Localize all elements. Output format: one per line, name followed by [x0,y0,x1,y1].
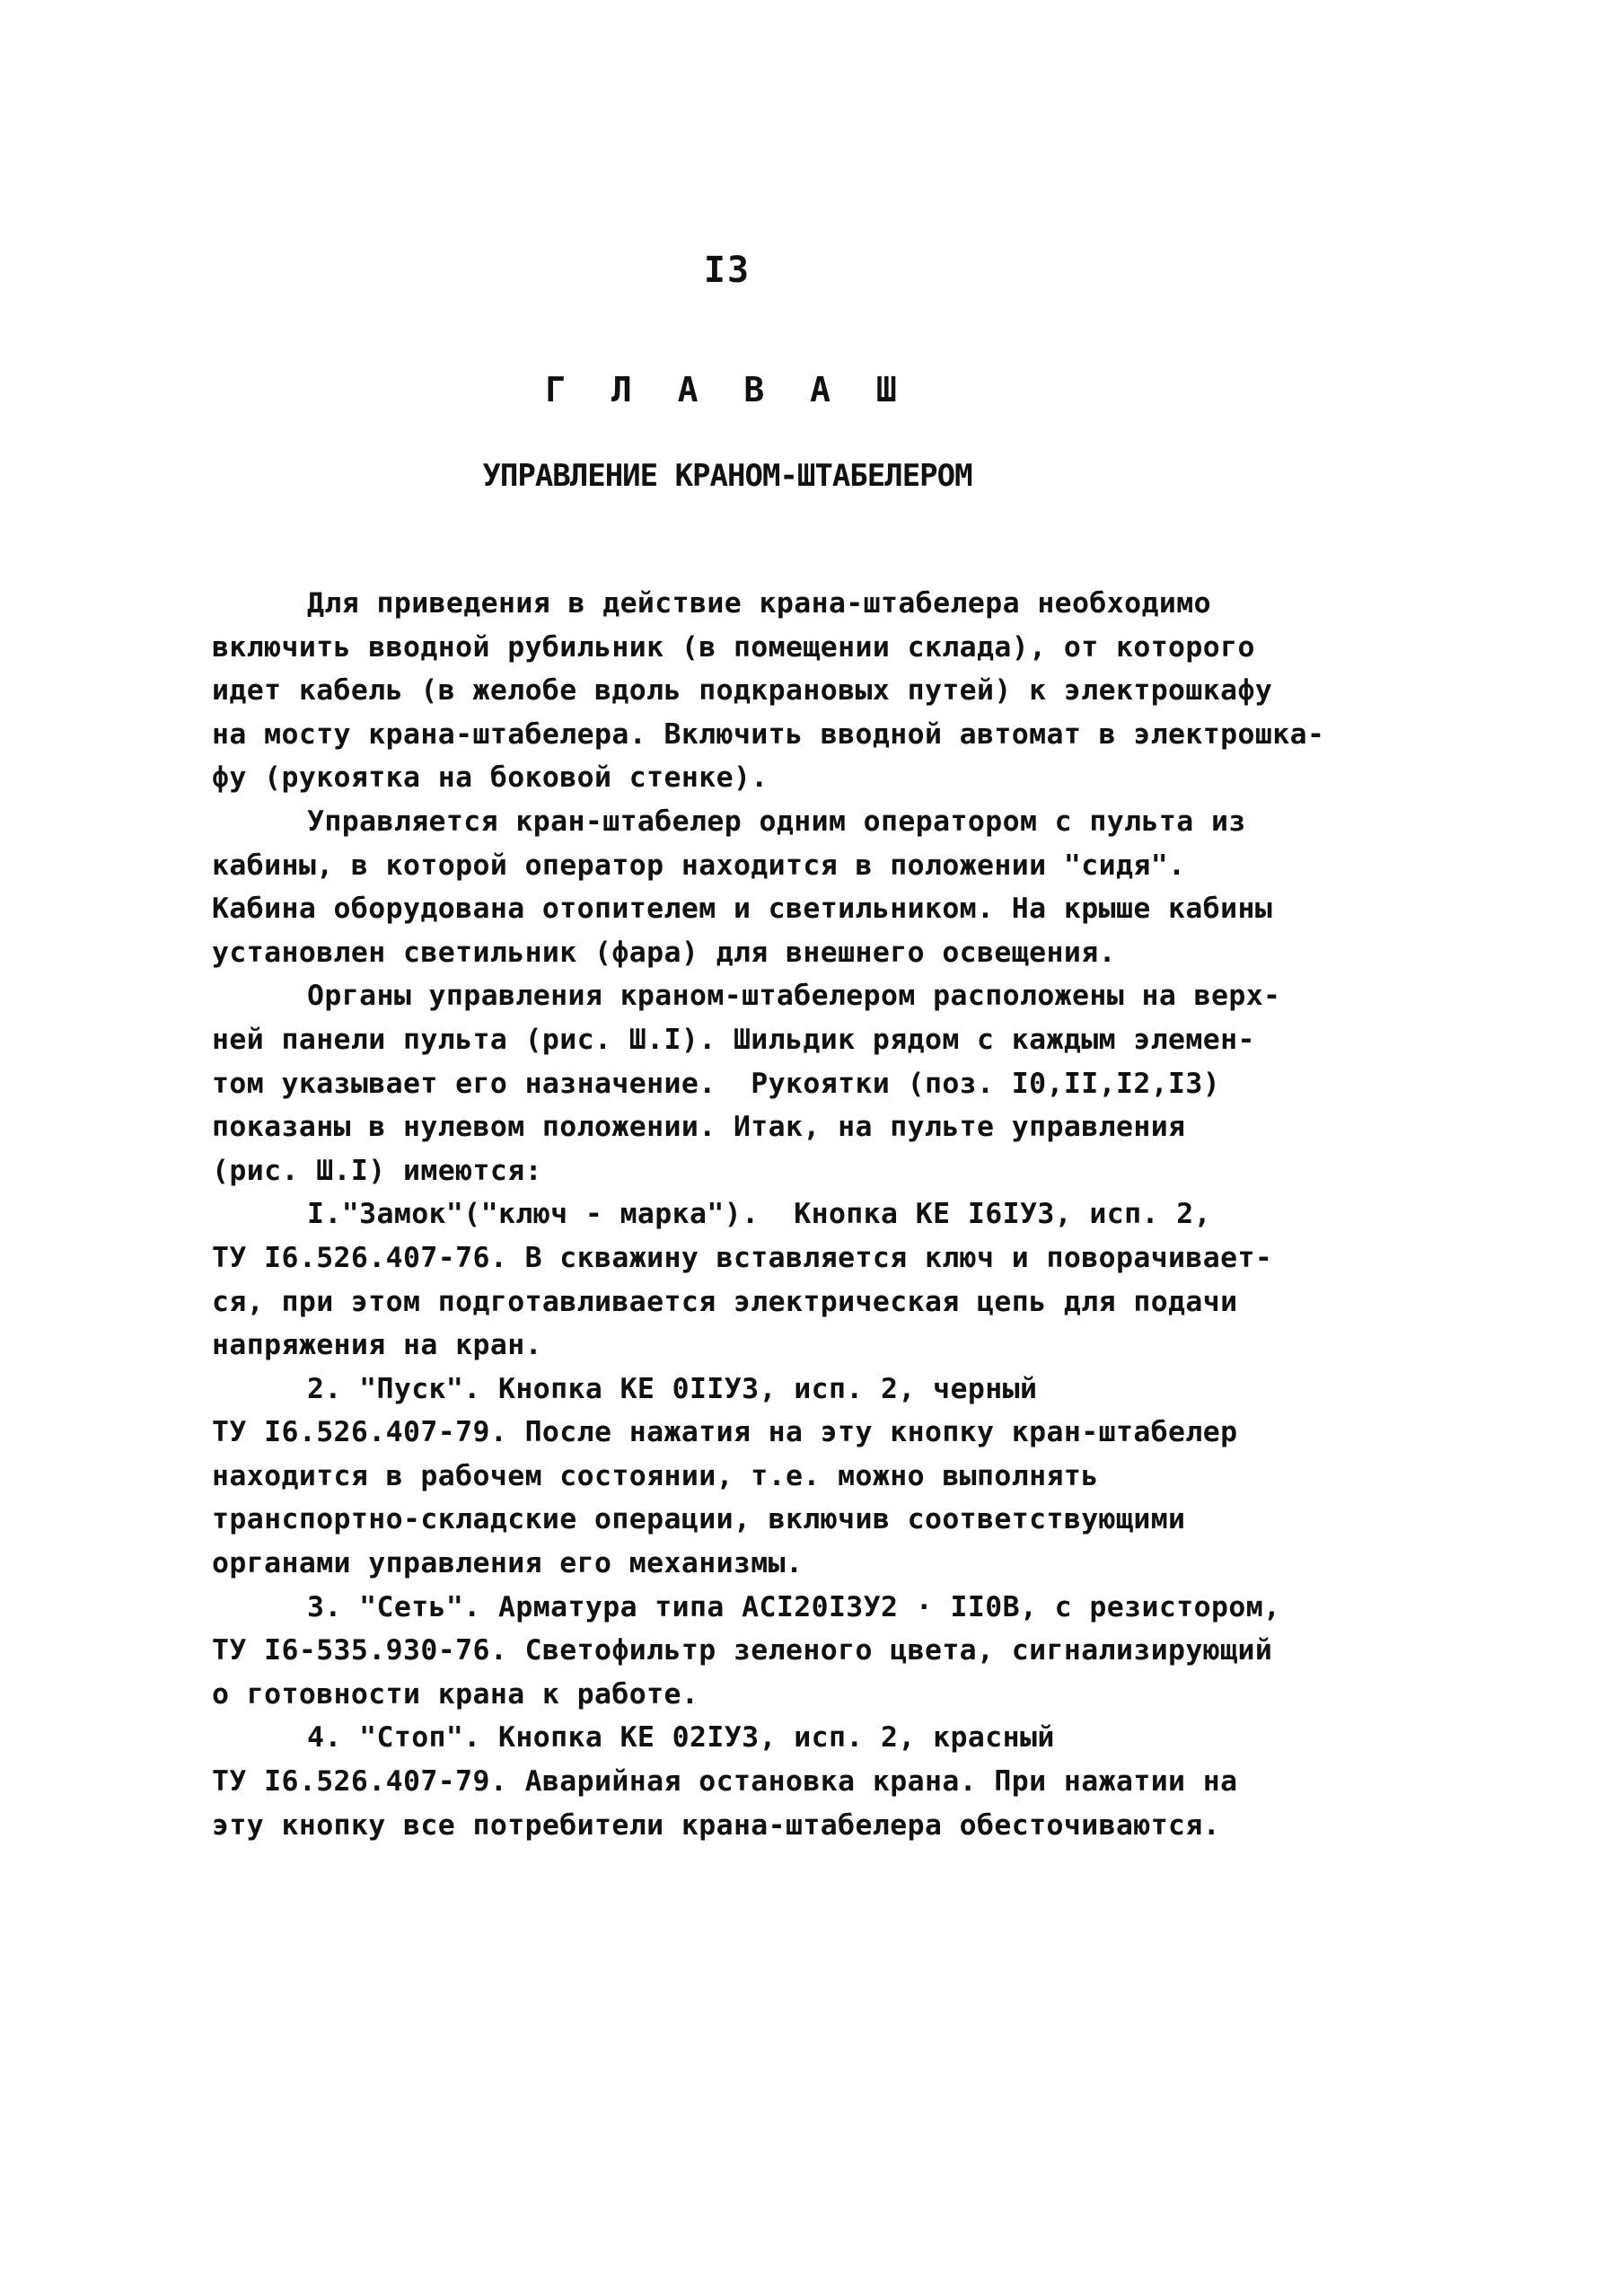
text-line: напряжения на кран. [212,1329,542,1362]
text-line: ней панели пульта (рис. Ш.I). Шильдик рядом с каждым элемен- [212,1023,1255,1056]
body-text [212,582,1397,1847]
text-line: установлен светильник (фара) для внешнего освещения. [212,936,1116,969]
text-line: ся, при этом подготавливается электрическая цепь для подачи [212,1285,1238,1318]
text-line: органами управления его механизмы. [212,1547,804,1580]
text-line: эту кнопку все потребители крана-штабелера обесточиваются. [212,1808,1221,1842]
text-line: (рис. Ш.I) имеются: [212,1154,542,1187]
text-line: включить вводной рубильник (в помещении склада), от которого [212,630,1255,664]
text-line: о готовности крана к работе. [212,1677,699,1711]
text-line: Органы управления краном-штабелером расположены на верх- [307,980,1281,1013]
text-line: 2. "Пуск". Кнопка КЕ 0IIУЗ, исп. 2, черный [307,1372,1038,1405]
text-line: фу (рукоятка на боковой стенке). [212,761,769,795]
text-line: I."Замок"("ключ - марка"). Кнопка КЕ I6IУЗ, исп. 2, [307,1198,1211,1231]
text-line: кабины, в которой оператор находится в положении "сидя". [212,849,1186,882]
text-line: находится в рабочем состоянии, т.е. можно выполнять [212,1459,1099,1492]
text-line: транспортно-складские операции, включив соответствующими [212,1503,1186,1536]
text-line: ТУ I6-535.930-76. Светофильтр зеленого цвета, сигнализирующий [212,1634,1273,1667]
text-line: ТУ I6.526.407-79. Аварийная остановка крана. При нажатии на [212,1765,1238,1799]
text-line: Кабина оборудована отопителем и светильником. На крыше кабины [212,893,1273,926]
text-line: 4. "Стоп". Кнопка КЕ 02IУЗ, исп. 2, красный [307,1721,1055,1755]
chapter-title: УПРАВЛЕНИЕ КРАНОМ-ШТАБЕЛЕРОМ [482,458,972,494]
text-line: ТУ I6.526.407-79. После нажатия на эту кнопку кран-штабелер [212,1416,1238,1449]
page-number: I3 [703,250,751,291]
text-line: Для приведения в действие крана-штабелера необходимо [307,587,1211,620]
text-line: Управляется кран-штабелер одним оператором с пульта из [307,805,1246,838]
text-line: ТУ I6.526.407-76. В скважину вставляется ключ и поворачивает- [212,1241,1273,1274]
text-line: идет кабель (в желобе вдоль подкрановых путей) к электрошкафу [212,674,1273,708]
chapter-heading: Г Л А В А Ш [545,370,910,409]
text-line: том указывает его назначение. Рукоятки (поз. I0,II,I2,I3) [212,1067,1221,1100]
text-line: на мосту крана-штабелера. Включить вводной автомат в электрошка- [212,717,1325,751]
text-line: 3. "Сеть". Арматура типа АСI20I3У2 · II0В, с резистором, [307,1590,1281,1623]
text-line: показаны в нулевом положении. Итак, на пульте управления [212,1111,1186,1144]
